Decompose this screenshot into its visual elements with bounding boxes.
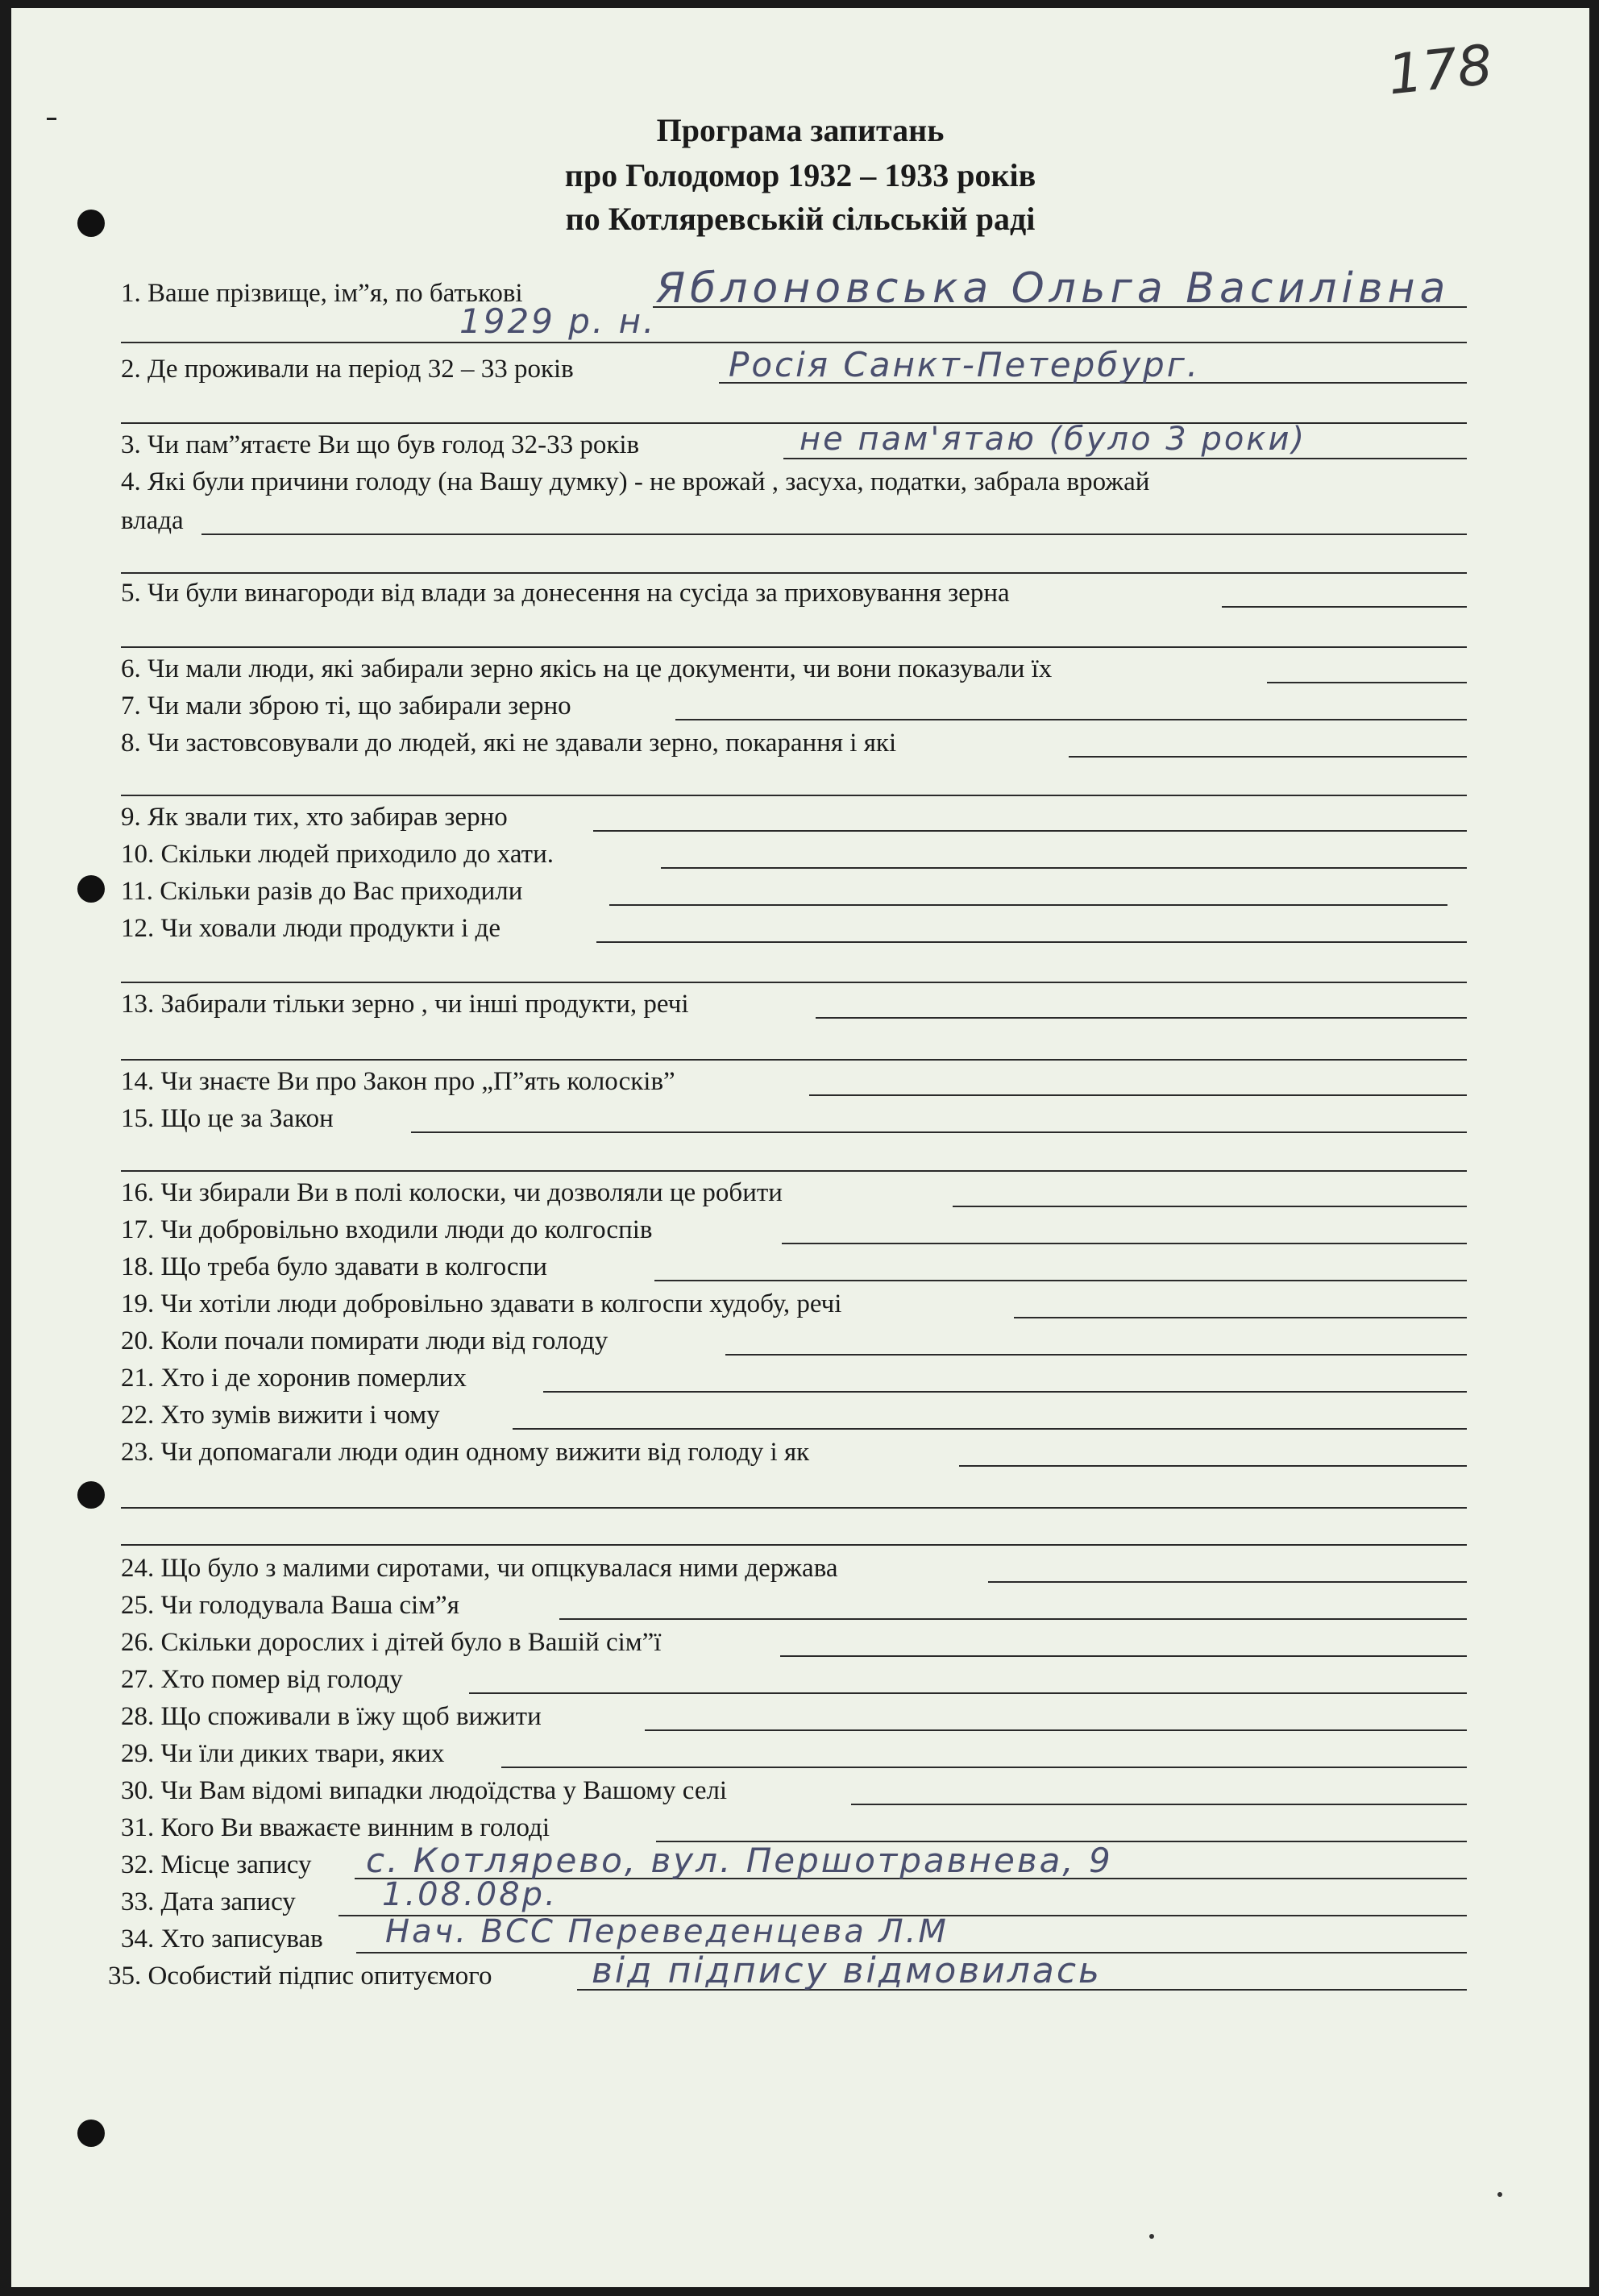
answer-line xyxy=(675,719,1467,720)
question-row-19 xyxy=(121,1285,1467,1323)
question-text: 31. Кого Ви вважаєте винним в голоді xyxy=(121,1813,550,1842)
question-text: 34. Хто записував xyxy=(121,1924,323,1953)
question-row-4 xyxy=(121,463,1467,501)
question-row-29 xyxy=(121,1734,1467,1773)
question-text: 17. Чи добровільно входили люди до колгоспів xyxy=(121,1215,653,1244)
question-row-30 xyxy=(121,1771,1467,1810)
question-text: 29. Чи їли диких твари, яких xyxy=(121,1739,445,1768)
question-row-11 xyxy=(121,872,1447,911)
question-text: 28. Що споживали в їжу щоб вижити xyxy=(121,1702,542,1731)
question-text: 5. Чи були винагороди від влади за донесення на сусіда за приховування зерна xyxy=(121,579,1010,608)
continuation-line xyxy=(121,795,1467,796)
handwritten-answer-birth: 1929 р. н. xyxy=(459,301,657,341)
handwritten-answer: Нач. ВСС Переведенцева Л.М xyxy=(385,1913,949,1950)
punch-hole xyxy=(77,875,105,903)
answer-line xyxy=(469,1692,1467,1694)
answer-line xyxy=(513,1428,1467,1430)
question-text: 32. Місце запису xyxy=(121,1850,312,1879)
answer-line xyxy=(654,1280,1467,1281)
question-text: 23. Чи допомагали люди один одному вижити від голоду і як xyxy=(121,1438,810,1467)
question-row-22 xyxy=(121,1396,1467,1434)
question-text: 18. Що треба було здавати в колгоспи xyxy=(121,1252,547,1281)
question-text: 3. Чи пам”ятаєте Ви що був голод 32-33 років xyxy=(121,430,640,459)
answer-line xyxy=(1267,682,1467,683)
answer-line xyxy=(783,458,1467,459)
question-row-12 xyxy=(121,909,1467,948)
question-row-10 xyxy=(121,835,1467,874)
continuation-line xyxy=(121,1059,1467,1061)
answer-line xyxy=(816,1017,1467,1019)
title-line-3: по Котляревській сільській раді xyxy=(565,201,1036,237)
answer-line xyxy=(596,941,1467,943)
answer-line xyxy=(1014,1317,1467,1318)
question-row-28 xyxy=(121,1697,1467,1736)
question-text: 35. Особистий підпис опитуємого xyxy=(108,1962,492,1991)
question-text: 27. Хто помер від голоду xyxy=(121,1665,403,1694)
handwritten-answer: не пам'ятаю (було 3 роки) xyxy=(800,421,1307,458)
question-row-6 xyxy=(121,650,1467,688)
question-row-8 xyxy=(121,724,1467,762)
question-text: 4. Які були причини голоду (на Вашу думку) - не врожай , засуха, податки, забрала врожай xyxy=(121,467,1150,496)
question-text: 8. Чи застовсовували до людей, які не здавали зерно, покарання і які xyxy=(121,729,897,758)
question-row-18 xyxy=(121,1248,1467,1286)
continuation-line xyxy=(121,646,1467,648)
question-row-14 xyxy=(121,1062,1467,1101)
question-text: 26. Скільки дорослих і дітей було в Вашій сім”ї xyxy=(121,1628,662,1657)
question-row-13 xyxy=(121,985,1467,1023)
punch-hole xyxy=(77,1481,105,1509)
title-line-1: Програма запитань xyxy=(656,112,945,148)
title-line-2: про Голодомор 1932 – 1933 років xyxy=(564,157,1036,193)
question-row-16 xyxy=(121,1173,1467,1212)
answer-line xyxy=(661,867,1467,869)
answer-line xyxy=(851,1804,1467,1805)
answer-line xyxy=(1222,606,1467,608)
question-row-27 xyxy=(121,1660,1467,1699)
answer-line xyxy=(1069,756,1467,758)
answer-line xyxy=(809,1094,1467,1096)
question-text: 22. Хто зумів вижити і чому xyxy=(121,1401,440,1430)
scan-speck xyxy=(1497,2192,1502,2197)
answer-line xyxy=(501,1767,1467,1768)
handwritten-answer: 1.08.08р. xyxy=(382,1876,558,1913)
question-row-24 xyxy=(121,1549,1467,1588)
question-row-4-cont xyxy=(121,501,1467,540)
answer-line xyxy=(201,534,1467,535)
question-text: 7. Чи мали зброю ті, що забирали зерно xyxy=(121,691,571,720)
question-row-7 xyxy=(121,687,1467,725)
question-text: 21. Хто і де хоронив померлих xyxy=(121,1364,467,1393)
handwritten-answer: від підпису відмовилась xyxy=(592,1950,1102,1991)
question-text: 16. Чи збирали Ви в полі колоски, чи дозволяли це робити xyxy=(121,1178,783,1207)
questionnaire-page xyxy=(11,8,1589,2287)
handwritten-answer: Росія Санкт-Петербург. xyxy=(729,345,1201,384)
question-text: 19. Чи хотіли люди добровільно здавати в колгоспи худобу, речі xyxy=(121,1289,842,1318)
question-text: 15. Що це за Закон xyxy=(121,1104,334,1133)
question-row-26 xyxy=(121,1623,1467,1662)
scan-speck xyxy=(1149,2234,1154,2239)
question-row-25 xyxy=(121,1586,1467,1625)
question-row-23 xyxy=(121,1433,1467,1472)
question-text: 1. Ваше прізвище, ім”я, по батькові xyxy=(121,279,523,308)
answer-line xyxy=(543,1391,1467,1393)
answer-line xyxy=(411,1131,1467,1133)
answer-line xyxy=(725,1354,1467,1356)
question-row-21 xyxy=(121,1359,1467,1397)
question-text: 25. Чи голодувала Ваша сім”я xyxy=(121,1591,459,1620)
answer-line xyxy=(645,1729,1467,1731)
question-text-continued: влада xyxy=(121,506,184,535)
question-row-15 xyxy=(121,1099,1467,1138)
answer-line xyxy=(559,1618,1467,1620)
answer-line xyxy=(953,1206,1467,1207)
question-text: 33. Дата запису xyxy=(121,1887,296,1916)
question-text: 30. Чи Вам відомі випадки людоїдства у Вашому селі xyxy=(121,1776,728,1805)
question-row-5 xyxy=(121,574,1467,612)
question-text: 2. Де проживали на період 32 – 33 років xyxy=(121,355,574,384)
question-text: 10. Скільки людей приходило до хати. xyxy=(121,840,554,869)
question-row-9 xyxy=(121,798,1467,837)
question-text: 14. Чи знаєте Ви про Закон про „П”ять колосків” xyxy=(121,1067,675,1096)
handwritten-answer-name: Яблоновська Ольга Василівна xyxy=(656,264,1451,313)
question-text: 13. Забирали тільки зерно , чи інші продукти, речі xyxy=(121,990,689,1019)
answer-line xyxy=(593,830,1467,832)
answer-line xyxy=(780,1655,1467,1657)
question-text: 6. Чи мали люди, які забирали зерно якісь на це документи, чи вони показували їх xyxy=(121,654,1053,683)
punch-hole xyxy=(77,2120,105,2147)
question-row-20 xyxy=(121,1322,1467,1360)
question-text: 11. Скільки разів до Вас приходили xyxy=(121,877,523,906)
continuation-line xyxy=(121,1170,1467,1172)
continuation-line xyxy=(121,1544,1467,1546)
question-text: 9. Як звали тих, хто забирав зерно xyxy=(121,803,508,832)
answer-line xyxy=(988,1581,1467,1583)
answer-line xyxy=(782,1243,1467,1244)
question-row-17 xyxy=(121,1210,1467,1249)
continuation-line xyxy=(121,982,1467,983)
continuation-line xyxy=(121,1507,1467,1509)
answer-line xyxy=(959,1465,1467,1467)
archive-page-number: 178 xyxy=(1385,33,1496,108)
handwritten-answer: с. Котлярево, вул. Першотравнева, 9 xyxy=(366,1841,1113,1880)
continuation-line xyxy=(121,342,1467,343)
answer-line xyxy=(609,904,1447,906)
question-text: 20. Коли почали помирати люди від голоду xyxy=(121,1327,608,1356)
question-text: 24. Що було з малими сиротами, чи опцкувалася ними держава xyxy=(121,1554,838,1583)
question-text: 12. Чи ховали люди продукти і де xyxy=(121,914,500,943)
